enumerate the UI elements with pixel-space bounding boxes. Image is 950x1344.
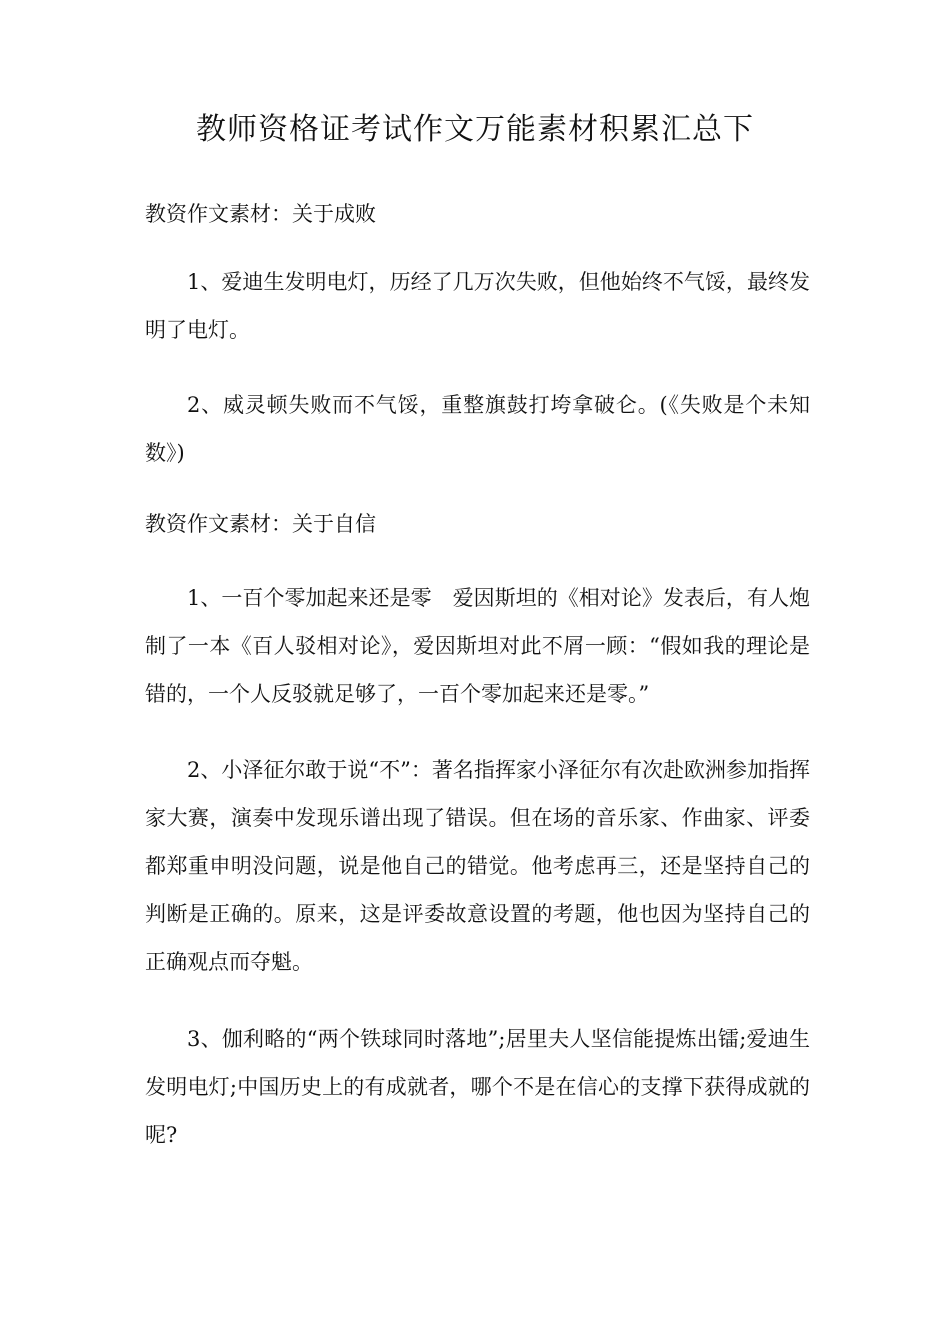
document-title: 教师资格证考试作文万能素材积累汇总下 — [196, 112, 754, 147]
paragraph-confidence-examples: 3、伽利略的“两个铁球同时落地”;居里夫人坚信能提炼出镭;爱迪生发明电灯;中国历史上的有成就者，哪个不是在信心的支撑下获得成就的呢? — [145, 1027, 810, 1147]
paragraph-wellington: 2、威灵顿失败而不气馁，重整旗鼓打垮拿破仑。(《失败是个未知数》) — [145, 393, 810, 465]
section-heading-confidence: 教资作文素材：关于自信 — [145, 512, 376, 536]
paragraph-einstein: 1、一百个零加起来还是零 爱因斯坦的《相对论》发表后，有人炮制了一本《百人驳相对论》，爱因斯坦对此不屑一顾：“假如我的理论是错的，一个人反驳就足够了，一百个零加起来还是零。” — [145, 586, 810, 706]
paragraph-edison: 1、爱迪生发明电灯，历经了几万次失败，但他始终不气馁，最终发明了电灯。 — [145, 270, 810, 342]
section-heading-success-failure: 教资作文素材：关于成败 — [145, 202, 376, 226]
paragraph-ozawa: 2、小泽征尔敢于说“不”：著名指挥家小泽征尔有次赴欧洲参加指挥家大赛，演奏中发现乐谱出现了错误。但在场的音乐家、作曲家、评委都郑重申明没问题，说是他自己的错觉。他考虑再三，还是坚持自己的判断是正确的。原来，这是评委故意设置的考题，他也因为坚持自己的正确观点而夺魁。 — [145, 758, 810, 974]
